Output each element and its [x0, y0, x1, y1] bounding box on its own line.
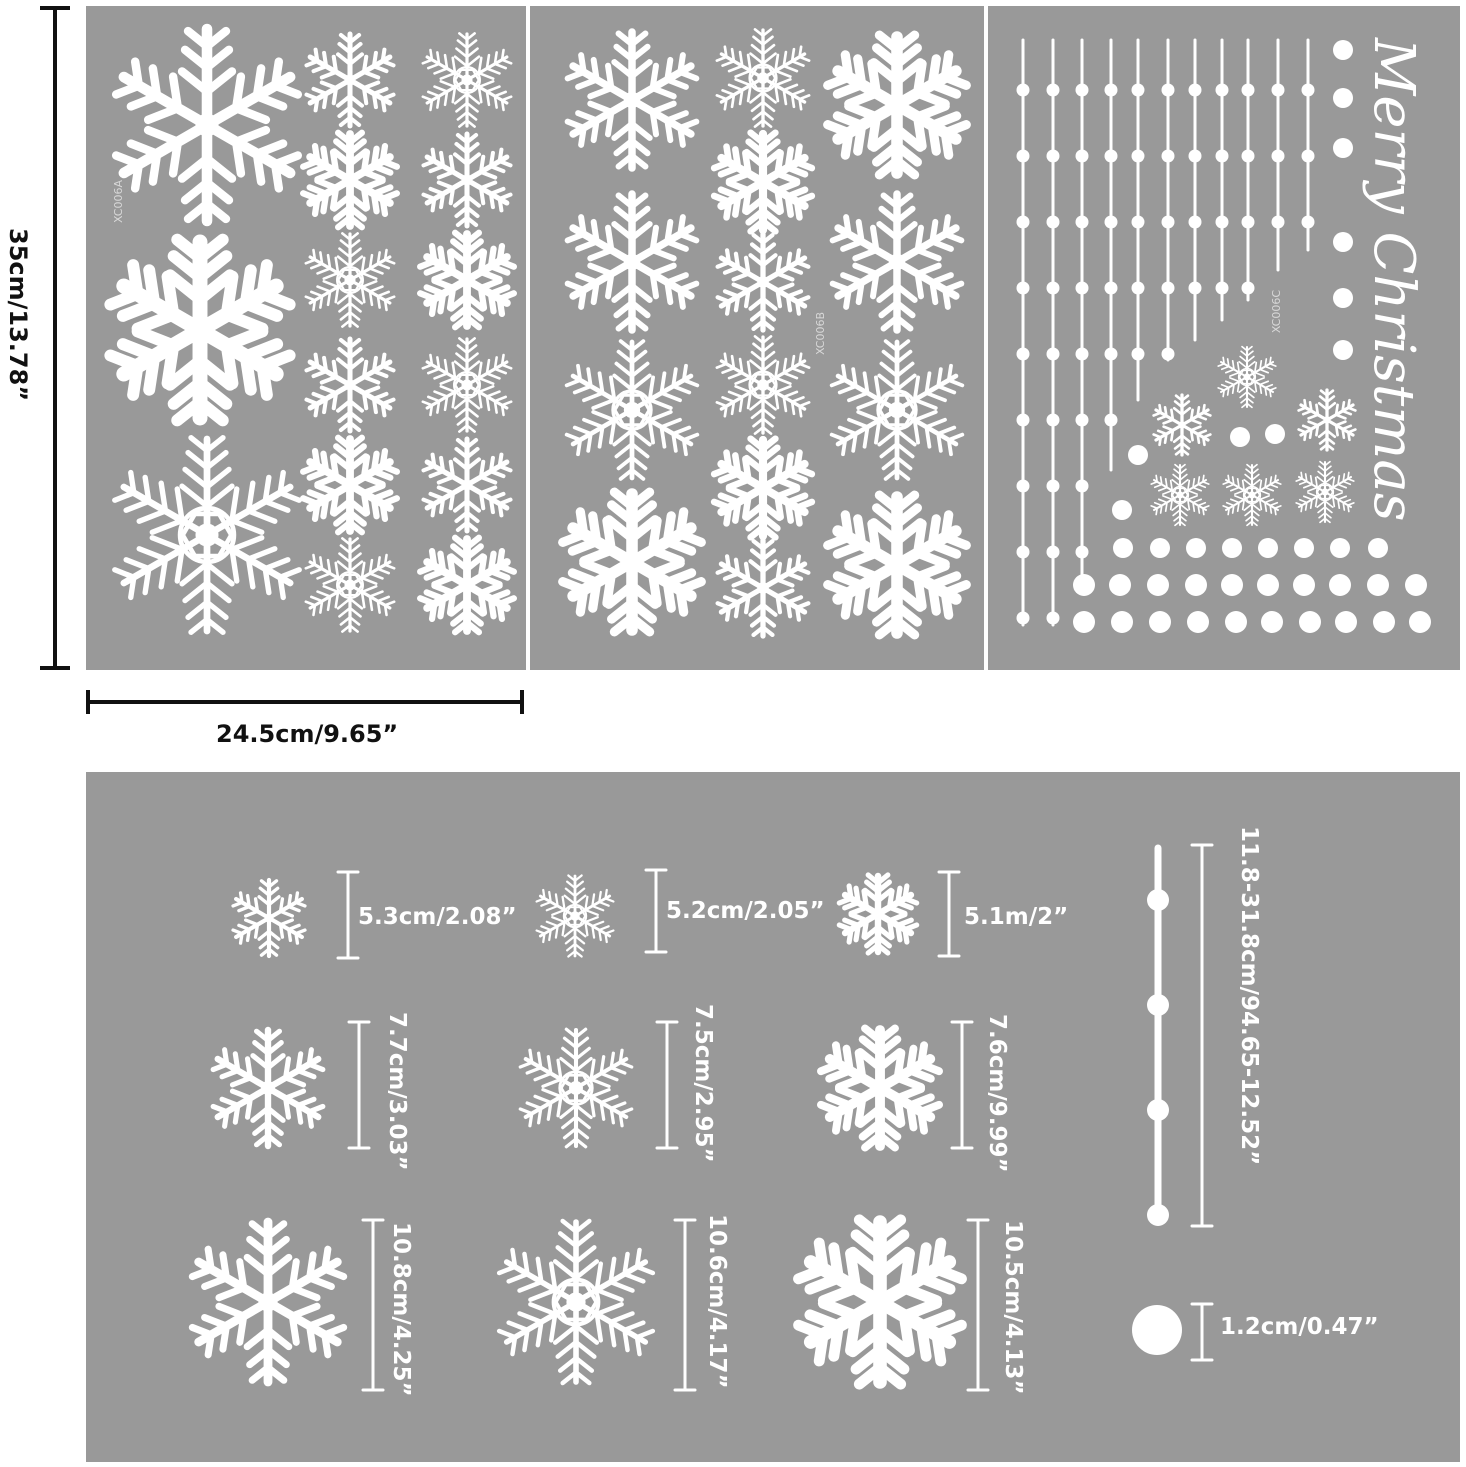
dot-icon [1409, 611, 1431, 633]
greeting-label: Merry Christmas [1361, 38, 1426, 522]
dot-icon [1147, 1099, 1169, 1121]
dot-icon [1293, 574, 1315, 596]
dot-icon [1073, 611, 1095, 633]
dot-icon [1330, 538, 1350, 558]
snowflake-icon [518, 1029, 635, 1147]
dot-icon [1076, 546, 1089, 559]
dot-icon [1147, 1204, 1169, 1226]
size-label-large-1: 10.8cm/4.25” [388, 1222, 414, 1397]
snowflake-icon [1297, 390, 1357, 450]
dot-icon [1017, 150, 1030, 163]
dot-icon [1147, 574, 1169, 596]
snowflake-icon [715, 234, 811, 330]
dot-icon [1329, 574, 1351, 596]
dot-icon [1186, 538, 1206, 558]
dot-icon [1017, 84, 1030, 97]
dot-icon [1105, 150, 1118, 163]
snowflake-icon [301, 438, 398, 532]
snowflake-icon [564, 32, 699, 168]
dot-icon [1017, 282, 1030, 295]
snowflake-icon [421, 134, 513, 226]
dot-icon [1076, 480, 1089, 493]
dot-icon [1162, 216, 1175, 229]
dot-icon [1113, 538, 1133, 558]
dot-icon [1109, 574, 1131, 596]
dot-icon [1265, 424, 1285, 444]
dot-icon [1073, 574, 1095, 596]
dot-icon [1189, 216, 1202, 229]
dot-icon [1149, 611, 1171, 633]
dot-icon [1047, 348, 1060, 361]
snowflake-icon [107, 240, 293, 421]
dot-icon [1222, 538, 1242, 558]
snowflake-icon [829, 194, 964, 330]
dot-icon [1333, 288, 1353, 308]
snowflake-icon [838, 875, 918, 953]
dot-icon [1132, 282, 1145, 295]
dot-icon [1230, 427, 1250, 447]
snowflake-icon [301, 133, 398, 227]
width-label: 24.5cm/9.65” [216, 720, 399, 748]
dot-icon [1187, 611, 1209, 633]
dot-icon [1017, 546, 1030, 559]
dot-icon [1368, 538, 1388, 558]
dot-icon [1185, 574, 1207, 596]
dot-icon [1132, 216, 1145, 229]
snowflake-icon [795, 1220, 964, 1384]
snowflake-icon [421, 33, 514, 126]
dot-sample-icon [1132, 1305, 1182, 1355]
size-label-large-3: 10.5cm/4.13” [1000, 1220, 1026, 1395]
dot-icon [1333, 138, 1353, 158]
snowflake-icon [304, 339, 396, 431]
dot-icon [1272, 84, 1285, 97]
dot-icon [1221, 574, 1243, 596]
snowflake-icon [825, 495, 969, 635]
snowflake-icon [560, 492, 704, 632]
size-label-small-1: 5.3cm/2.08” [358, 904, 517, 930]
dot-icon [1333, 232, 1353, 252]
snowflake-icon [825, 35, 969, 175]
dot-icon [1225, 611, 1247, 633]
snowflake-icon [304, 233, 397, 326]
dot-icon [1105, 348, 1118, 361]
snowflake-icon [819, 1028, 942, 1147]
dot-icon [1105, 216, 1118, 229]
snowflake-icon [712, 133, 814, 232]
snowflake-icon [421, 439, 513, 531]
snowflake-icon [715, 29, 812, 126]
dot-icon [1242, 150, 1255, 163]
dot-icon [1017, 348, 1030, 361]
dot-icon [1272, 216, 1285, 229]
dot-icon [1189, 150, 1202, 163]
snowflake-icon [111, 29, 302, 221]
snowflake-icon [110, 438, 303, 633]
snowflake-icon [418, 233, 515, 327]
dot-icon [1076, 216, 1089, 229]
sheet-c-code: XC006C [1270, 290, 1283, 334]
dot-icon [1216, 282, 1229, 295]
dot-icon [1017, 480, 1030, 493]
snowflake-icon [564, 194, 699, 330]
dot-icon [1189, 282, 1202, 295]
dot-icon [1216, 150, 1229, 163]
dot-icon [1272, 150, 1285, 163]
dot-icon [1373, 611, 1395, 633]
dot-icon [1047, 546, 1060, 559]
dot-icon [1132, 84, 1145, 97]
dot-icon [1076, 150, 1089, 163]
dot-icon [1335, 611, 1357, 633]
snowflake-icon [1222, 465, 1282, 526]
dot-icon [1047, 282, 1060, 295]
height-label: 35cm/13.78” [4, 228, 32, 402]
dot-icon [1047, 480, 1060, 493]
dot-icon [1294, 538, 1314, 558]
dot-icon [1076, 84, 1089, 97]
dot-icon [1017, 216, 1030, 229]
dot-icon [1302, 84, 1315, 97]
dot-icon [1150, 538, 1170, 558]
dot-icon [1162, 348, 1175, 361]
dot-icon [1076, 282, 1089, 295]
snowflake-icon [188, 1222, 347, 1382]
snowflake-icon [495, 1221, 656, 1383]
size-label-medium-3: 7.6cm/9.99” [984, 1014, 1010, 1173]
size-label-medium-1: 7.7cm/3.03” [384, 1012, 410, 1171]
dot-icon [1105, 84, 1118, 97]
sheet-a-code: XC006A [112, 180, 125, 223]
dot-icon [1257, 574, 1279, 596]
dot-icon [1147, 889, 1169, 911]
dot-icon [1047, 216, 1060, 229]
dot-icon [1105, 282, 1118, 295]
size-label-string: 11.8-31.8cm/94.65-12.52” [1236, 826, 1262, 1166]
size-label-small-3: 5.1m/2” [964, 904, 1069, 930]
snowflake-icon [231, 880, 307, 956]
dot-icon [1076, 348, 1089, 361]
snowflake-icon [1152, 395, 1212, 455]
dot-icon [1242, 282, 1255, 295]
dot-icon [1111, 611, 1133, 633]
dot-icon [1128, 445, 1148, 465]
snowflake-icon [715, 540, 811, 636]
dot-icon [1189, 84, 1202, 97]
dot-icon [1047, 150, 1060, 163]
snowflake-icon [715, 336, 812, 433]
dot-icon [1242, 84, 1255, 97]
dot-icon [1047, 414, 1060, 427]
snowflake-icon [304, 538, 397, 631]
dot-icon [1299, 611, 1321, 633]
dot-icon [1047, 84, 1060, 97]
dot-icon [1405, 574, 1427, 596]
snowflake-icon [421, 338, 514, 431]
dot-icon [1333, 40, 1353, 60]
dot-icon [1147, 994, 1169, 1016]
dot-icon [1367, 574, 1389, 596]
snowflake-icon [1217, 347, 1277, 408]
dot-icon [1242, 216, 1255, 229]
size-label-large-2: 10.6cm/4.17” [704, 1214, 730, 1389]
dot-icon [1302, 216, 1315, 229]
dot-icon [1017, 414, 1030, 427]
dot-icon [1047, 612, 1060, 625]
dot-icon [1105, 414, 1118, 427]
dot-icon [1216, 84, 1229, 97]
size-label-small-2: 5.2cm/2.05” [666, 898, 825, 924]
snowflake-icon [1150, 465, 1210, 526]
snowflake-icon [828, 341, 965, 479]
dot-icon [1017, 612, 1030, 625]
size-label-medium-2: 7.5cm/2.95” [690, 1004, 716, 1163]
dot-icon [1302, 150, 1315, 163]
dot-icon [1162, 150, 1175, 163]
dot-icon [1216, 216, 1229, 229]
size-label-dot: 1.2cm/0.47” [1220, 1314, 1379, 1340]
dot-icon [1162, 84, 1175, 97]
dot-icon [1258, 538, 1278, 558]
dot-icon [1132, 348, 1145, 361]
snowflake-icon [535, 875, 616, 956]
dot-icon [1112, 500, 1132, 520]
snowflake-icon [304, 34, 396, 126]
snowflake-icon [712, 439, 814, 538]
snowflake-icon [563, 341, 700, 479]
dot-icon [1132, 150, 1145, 163]
dot-icon [1261, 611, 1283, 633]
snowflake-icon [1295, 462, 1355, 523]
snowflake-icon [210, 1030, 326, 1146]
dot-icon [1076, 414, 1089, 427]
dot-icon [1162, 282, 1175, 295]
dot-icon [1333, 88, 1353, 108]
dot-icon [1333, 340, 1353, 360]
sheet-b-code: XC006B [814, 312, 827, 355]
snowflake-icon [418, 538, 515, 632]
